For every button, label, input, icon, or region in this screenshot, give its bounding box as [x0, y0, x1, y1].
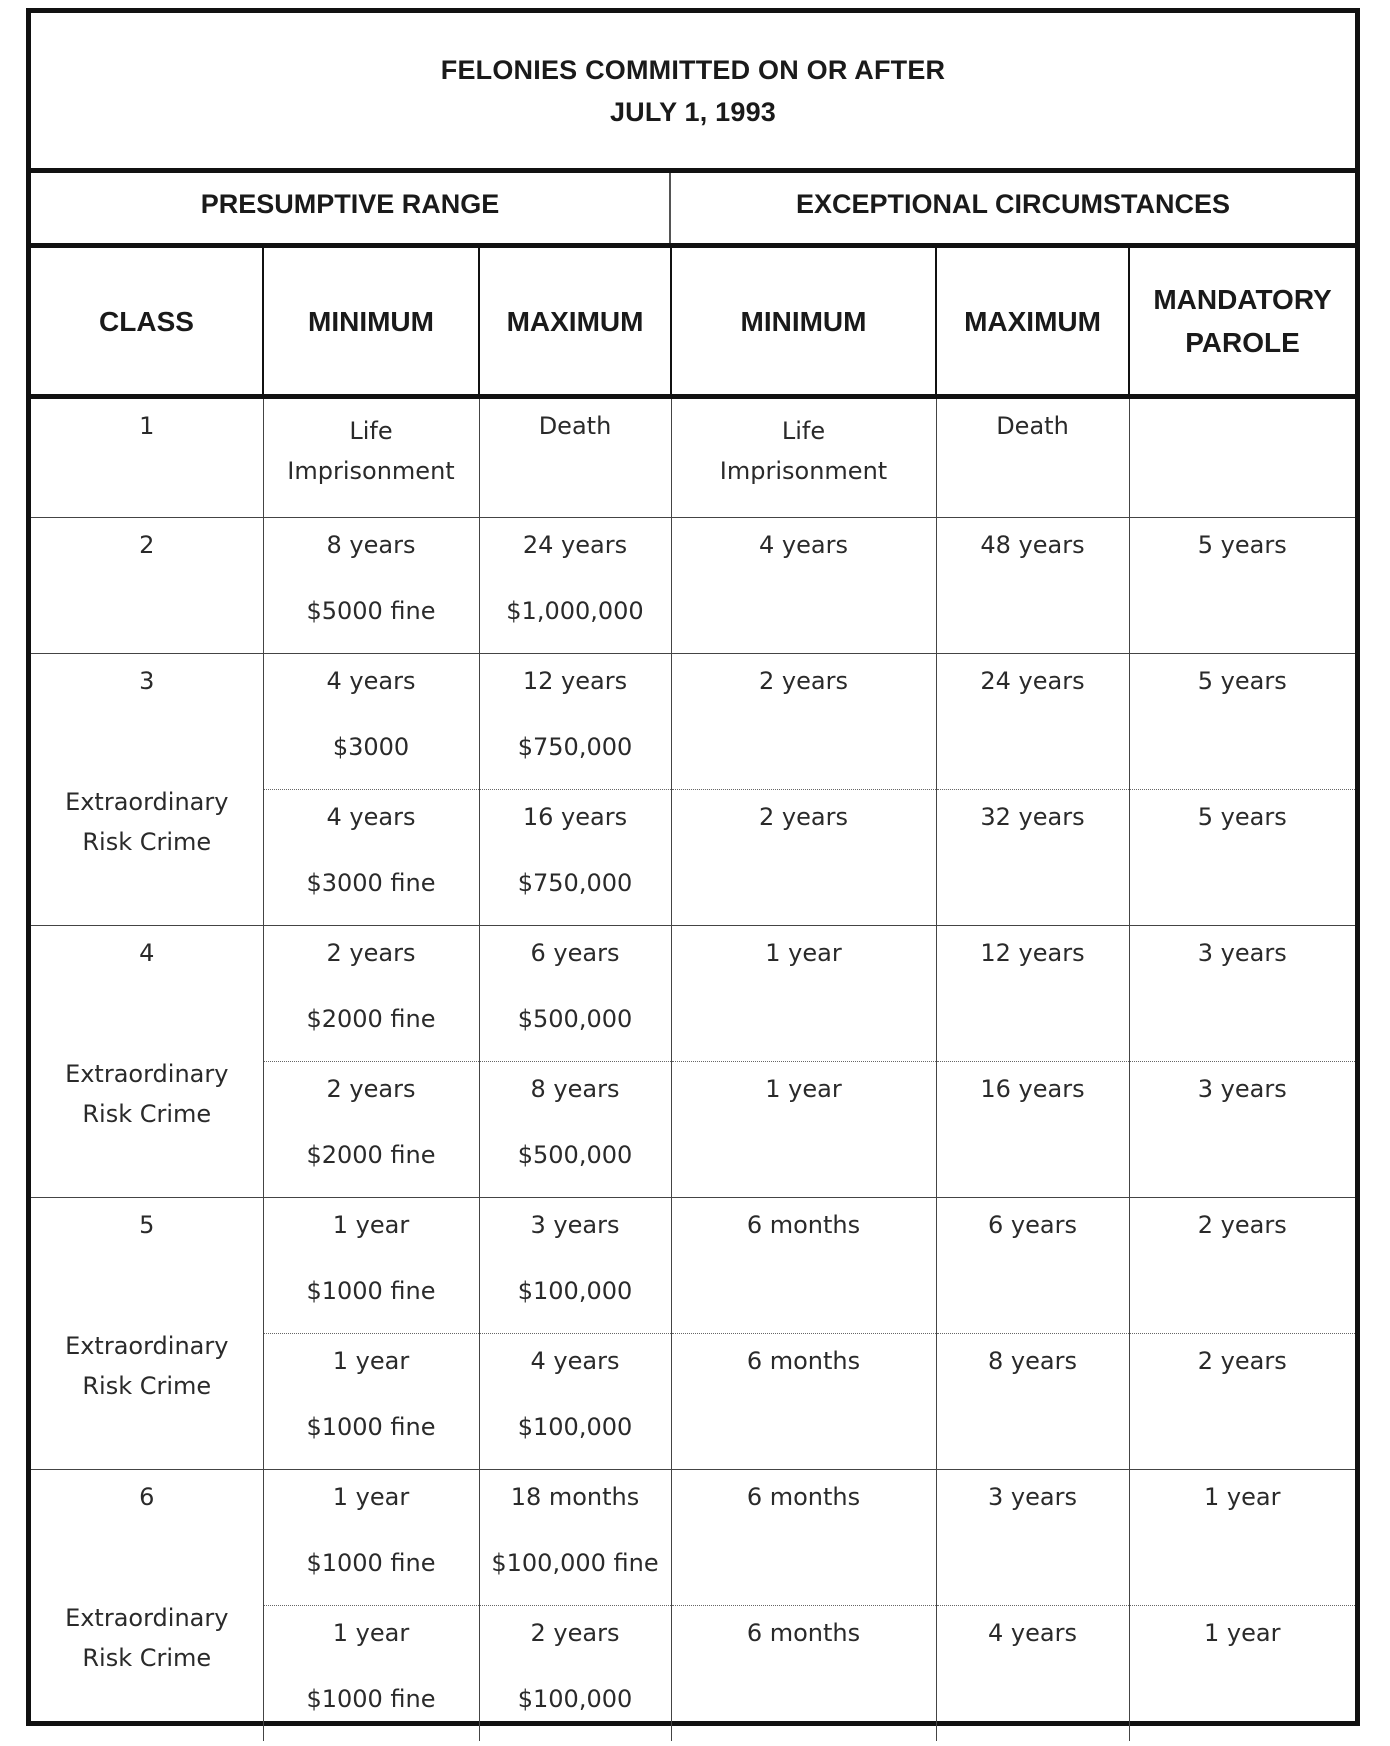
fine: $100,000 fine: [491, 1549, 659, 1577]
parole-cell: [1129, 654, 1355, 790]
exceptional-max-cell: [936, 1198, 1129, 1334]
exceptional-min-cell: [671, 1062, 936, 1198]
exceptional-max-cell: [936, 790, 1129, 926]
term: 2 years: [1197, 1211, 1287, 1239]
fine: $750,000: [517, 869, 633, 897]
term: 1 year: [332, 1347, 410, 1375]
header-parole-line-1: MANDATORY: [1153, 284, 1332, 315]
header-exceptional-minimum: MINIMUM: [671, 248, 936, 397]
extraordinary-label: [31, 1326, 263, 1406]
parole-cell: [1129, 518, 1355, 654]
extraordinary-label: [31, 782, 263, 862]
header-row: [31, 248, 1355, 397]
fine: $100,000: [517, 1685, 633, 1713]
table-row: [31, 1470, 1355, 1606]
fine: $100,000: [517, 1277, 633, 1305]
exceptional-min-cell: [671, 790, 936, 926]
term: 1 year: [332, 1619, 410, 1647]
fine: $1000 fine: [306, 1685, 436, 1713]
fine: $100,000: [517, 1413, 633, 1441]
term: 4 years: [988, 1619, 1077, 1647]
presumptive-max-cell: [479, 1334, 671, 1470]
fine: $2000 fine: [306, 1005, 436, 1033]
header-exceptional-maximum: MAXIMUM: [936, 248, 1129, 397]
parole-cell: [1129, 790, 1355, 926]
term: 1 year: [1204, 1483, 1281, 1511]
term: 1 year: [1204, 1619, 1281, 1647]
fine: $750,000: [517, 733, 633, 761]
exceptional-min-cell: [671, 518, 936, 654]
term: 16 years: [522, 803, 628, 831]
term: 12 years: [522, 667, 628, 695]
header-presumptive-minimum: MINIMUM: [263, 248, 479, 397]
fine: $1000 fine: [306, 1549, 436, 1577]
presumptive-max-cell: [479, 1606, 671, 1742]
exceptional-min-cell: [671, 654, 936, 790]
exceptional-max-cell: Death: [936, 397, 1129, 518]
class-cell: [31, 1470, 263, 1742]
exceptional-max-cell: [936, 654, 1129, 790]
presumptive-max-cell: [479, 654, 671, 790]
term: 4 years: [326, 803, 416, 831]
xr-line-1: Extraordinary: [65, 1332, 229, 1360]
presumptive-max-cell: [479, 1062, 671, 1198]
fine: $500,000: [517, 1141, 633, 1169]
term: 5 years: [1197, 667, 1287, 695]
table-row: [31, 654, 1355, 790]
exceptional-max-cell: [936, 1470, 1129, 1606]
table-row: [31, 926, 1355, 1062]
term: 8 years: [530, 1075, 620, 1103]
presumptive-min-cell: [263, 926, 479, 1062]
exceptional-min-cell: [671, 1334, 936, 1470]
class-cell: [31, 518, 263, 654]
term: 32 years: [980, 803, 1085, 831]
exceptional-min-cell: [671, 1606, 936, 1742]
term: 2 years: [530, 1619, 620, 1647]
cell-line: Life: [349, 417, 393, 445]
fine: $3000 fine: [306, 869, 436, 897]
presumptive-max-cell: [479, 1198, 671, 1334]
term: 6 years: [530, 939, 620, 967]
xr-line-2: Risk Crime: [82, 1372, 212, 1400]
term: 6 months: [746, 1347, 861, 1375]
class-number: 3: [139, 667, 155, 695]
fine: $1000 fine: [306, 1413, 436, 1441]
fine: $2000 fine: [306, 1141, 436, 1169]
exceptional-max-cell: [936, 518, 1129, 654]
fine: $5000 fine: [306, 597, 436, 625]
fine: $500,000: [517, 1005, 633, 1033]
presumptive-min-cell: [263, 1606, 479, 1742]
term: 5 years: [1197, 803, 1287, 831]
fine: $3000: [332, 733, 410, 761]
parole-cell: [1129, 1606, 1355, 1742]
term: 4 years: [530, 1347, 620, 1375]
term: 1 year: [332, 1211, 410, 1239]
table-title: [31, 13, 1355, 173]
term: 3 years: [530, 1211, 620, 1239]
header-parole-line-2: PAROLE: [1185, 327, 1300, 358]
presumptive-min-cell: [263, 1470, 479, 1606]
exceptional-max-cell: [936, 1606, 1129, 1742]
term: 8 years: [988, 1347, 1077, 1375]
term: 2 years: [326, 939, 416, 967]
term: 1 year: [332, 1483, 410, 1511]
term: 12 years: [980, 939, 1085, 967]
exceptional-max-cell: [936, 1062, 1129, 1198]
presumptive-min-cell: [263, 518, 479, 654]
parole-cell: [1129, 1334, 1355, 1470]
sentencing-table: [31, 248, 1355, 1741]
presumptive-min-cell: [263, 1062, 479, 1198]
table-row: [31, 518, 1355, 654]
term: 3 years: [1197, 939, 1287, 967]
class-cell: [31, 654, 263, 926]
xr-line-1: Extraordinary: [65, 1604, 229, 1632]
term: 2 years: [759, 667, 848, 695]
group-exceptional-circumstances: EXCEPTIONAL CIRCUMSTANCES: [795, 189, 1231, 219]
class-number: 6: [139, 1483, 155, 1511]
column-groups: [31, 173, 1355, 248]
term: 2 years: [759, 803, 848, 831]
exceptional-max-cell: [936, 926, 1129, 1062]
class-cell: 1: [31, 397, 263, 518]
term: 4 years: [759, 531, 848, 559]
header-presumptive-maximum: MAXIMUM: [479, 248, 671, 397]
term: 24 years: [522, 531, 628, 559]
presumptive-max-cell: [479, 1470, 671, 1606]
group-presumptive-range: PRESUMPTIVE RANGE: [31, 173, 671, 243]
parole-cell: [1129, 1470, 1355, 1606]
presumptive-max-cell: [479, 518, 671, 654]
parole-cell: [1129, 1198, 1355, 1334]
cell-line: Imprisonment: [287, 457, 455, 485]
cell-line: Life: [781, 417, 826, 445]
term: 2 years: [1197, 1347, 1287, 1375]
term: 6 months: [746, 1483, 861, 1511]
table-row: [31, 1198, 1355, 1334]
term: 1 year: [765, 1075, 842, 1103]
extraordinary-label: [31, 1054, 263, 1134]
term: 18 months: [510, 1483, 640, 1511]
sentencing-table-frame: [26, 8, 1360, 1726]
term: 3 years: [1197, 1075, 1287, 1103]
class-number: 4: [139, 939, 155, 967]
class-number: 5: [139, 1211, 155, 1239]
exceptional-min-cell: [671, 1198, 936, 1334]
table-row: [31, 397, 1355, 518]
presumptive-max-cell: [479, 926, 671, 1062]
exceptional-min-cell: [671, 397, 936, 518]
fine: $1,000,000: [506, 597, 644, 625]
xr-line-2: Risk Crime: [82, 1644, 212, 1672]
parole-cell: [1129, 397, 1355, 518]
term: 6 months: [746, 1619, 861, 1647]
term: 4 years: [326, 667, 416, 695]
term: 6 years: [988, 1211, 1077, 1239]
term: 5 years: [1197, 531, 1287, 559]
parole-cell: [1129, 1062, 1355, 1198]
term: 1 year: [765, 939, 842, 967]
exceptional-min-cell: [671, 926, 936, 1062]
term: 6 months: [746, 1211, 861, 1239]
extraordinary-label: [31, 1598, 263, 1678]
exceptional-max-cell: [936, 1334, 1129, 1470]
header-class: CLASS: [31, 248, 263, 397]
term: 48 years: [980, 531, 1085, 559]
xr-line-2: Risk Crime: [82, 1100, 212, 1128]
presumptive-max-cell: [479, 790, 671, 926]
term: 24 years: [980, 667, 1085, 695]
class-cell: [31, 1198, 263, 1470]
title-line-2: JULY 1, 1993: [609, 96, 777, 127]
xr-line-2: Risk Crime: [82, 828, 212, 856]
xr-line-1: Extraordinary: [65, 788, 229, 816]
fine: $1000 fine: [306, 1277, 436, 1305]
cell-line: Imprisonment: [719, 457, 888, 485]
xr-line-1: Extraordinary: [65, 1060, 229, 1088]
term: 3 years: [988, 1483, 1077, 1511]
class-number: 2: [139, 531, 155, 559]
presumptive-min-cell: [263, 790, 479, 926]
presumptive-min-cell: [263, 397, 479, 518]
presumptive-max-cell: Death: [479, 397, 671, 518]
term: 8 years: [326, 531, 416, 559]
header-mandatory-parole: [1129, 248, 1355, 397]
presumptive-min-cell: [263, 654, 479, 790]
exceptional-min-cell: [671, 1470, 936, 1606]
parole-cell: [1129, 926, 1355, 1062]
title-line-1: FELONIES COMMITTED ON OR AFTER: [440, 54, 946, 85]
term: 2 years: [326, 1075, 416, 1103]
term: 16 years: [980, 1075, 1085, 1103]
presumptive-min-cell: [263, 1334, 479, 1470]
class-cell: [31, 926, 263, 1198]
presumptive-min-cell: [263, 1198, 479, 1334]
